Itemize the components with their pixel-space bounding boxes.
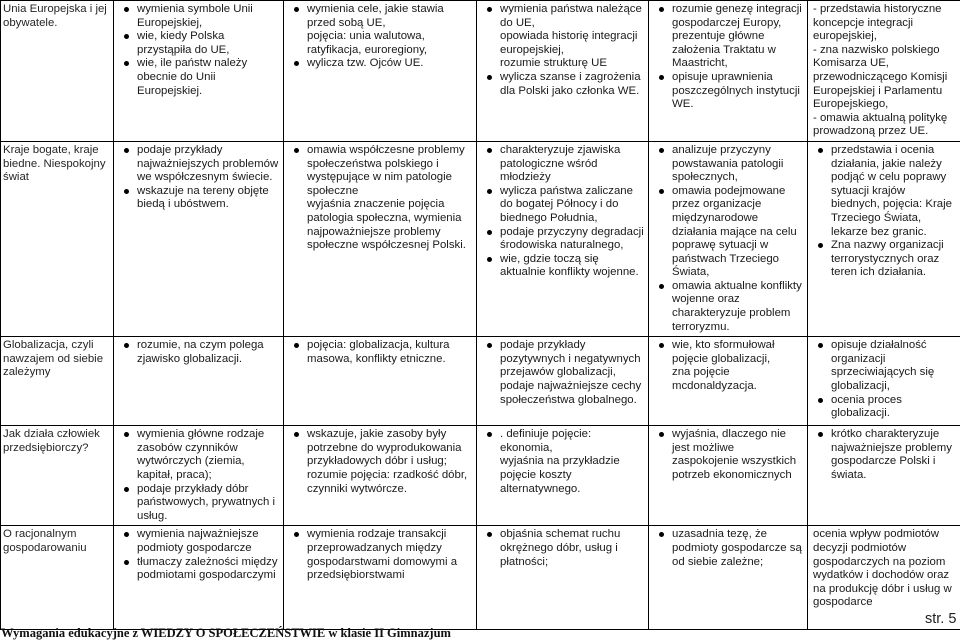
requirement-cell <box>284 526 477 630</box>
table-row <box>1 1 960 142</box>
list-item: podaje przykłady dóbr państwowych, prywatnych i usług. <box>137 483 279 524</box>
requirement-cell <box>114 337 284 426</box>
list-item: objaśnia schemat ruchu okrężnego dóbr, usług i płatności; <box>500 528 644 569</box>
page-number: str. 5 <box>925 611 957 627</box>
list-item: wymienia najważniejsze podmioty gospodarcze <box>137 528 279 555</box>
requirement-cell <box>284 337 477 426</box>
table-row <box>1 337 960 426</box>
list-item: wskazuje, jakie zasoby były potrzebne do wyprodukowania przykładowych dóbr i usług; <box>307 428 472 469</box>
list-item: uzasadnia tezę, że podmioty gospodarcze są od siebie zależne; <box>672 528 802 568</box>
topic-cell: Unia Europejska i jej obywatele. <box>1 1 114 142</box>
list-item: charakteryzuje zjawiska patologiczne wśród młodzieży <box>500 144 644 185</box>
requirement-cell <box>649 141 808 336</box>
list-item: podaje przykłady pozytywnych i negatywnych przejawów globalizacji, <box>500 339 644 380</box>
requirement-cell <box>649 526 808 630</box>
list-item: podaje przyczyny degradacji środowiska naturalnego, <box>500 225 644 252</box>
list-item: omawia aktualne konflikty wojenne oraz charakteryzuje problem terroryzmu. <box>672 279 802 333</box>
list-item: wymienia rodzaje transakcji przeprowadzanych między gospodarstwami domowymi a przedsiębiorstwami <box>307 528 472 582</box>
table-row <box>1 141 960 336</box>
list-item: wymienia państwa należące do UE, <box>500 3 644 30</box>
requirement-cell <box>808 337 960 426</box>
text-line: - przedstawia historyczne koncepcje integracji europejskiej, <box>813 3 942 43</box>
list-item: . definiuje pojęcie: ekonomia, <box>500 428 644 455</box>
table-row <box>1 526 960 630</box>
list-item: opisuje uprawnienia poszczególnych instytucji WE. <box>672 71 803 112</box>
list-item: omawia współczesne problemy społeczeństwa polskiego i występujące w nim patologie społeczne <box>307 144 472 198</box>
requirement-cell <box>114 1 284 142</box>
requirement-cell <box>284 1 477 142</box>
requirement-cell <box>477 141 649 336</box>
requirement-cell <box>649 337 808 426</box>
requirement-cell <box>284 426 477 526</box>
requirement-cell <box>808 141 960 336</box>
list-item: omawia podejmowane przez organizacje międzynarodowe działania mające na celu poprawę sytuacji w państwach Trzeciego Świata, <box>672 185 803 280</box>
list-item: wylicza państwa zaliczane do bogatej Północy i do biednego Południa, <box>500 185 644 226</box>
requirement-cell <box>477 526 649 630</box>
list-item: rozumie, na czym polega zjawisko globalizacji. <box>137 339 279 366</box>
text-line: - zna nazwisko polskiego Komisarza UE, przewodniczącego Komisji Europejskiej i Parlamentu Europejskiego, <box>813 43 948 111</box>
list-item: ocenia proces globalizacji. <box>831 394 956 421</box>
requirement-cell <box>477 426 649 526</box>
list-item: opisuje działalność organizacji sprzeciwiających się globalizacji, <box>831 339 956 393</box>
list-item: rozumie pojęcia: rzadkość dóbr, czynniki wytwórcze. <box>307 469 468 495</box>
list-item: wyjaśnia na przykładzie pojęcie koszty alternatywnego. <box>500 455 620 495</box>
list-item: krótko charakteryzuje najważniejsze problemy gospodarcze Polski i świata. <box>831 428 956 482</box>
list-item: opowiada historię integracji europejskiej, <box>500 30 638 56</box>
list-item: pojęcia: unia walutowa, ratyfikacja, euroregiony, <box>307 30 428 56</box>
topic-cell: Globalizacja, czyli nawzajem od siebie zależymy <box>1 337 114 426</box>
requirement-cell <box>649 426 808 526</box>
list-item: rozumie genezę integracji gospodarczej Europy, prezentuje główne założenia Traktatu w Maastricht, <box>672 3 802 70</box>
list-item: wymienia cele, jakie stawia przed sobą UE, <box>307 3 472 30</box>
list-item: tłumaczy zależności między podmiotami gospodarczymi <box>137 555 278 582</box>
list-item: zna pojęcie mcdonaldyzacja. <box>672 366 757 393</box>
requirement-cell <box>477 1 649 142</box>
list-item: wie, kiedy Polska przystąpiła do UE, <box>137 30 279 57</box>
list-item: wie, ile państw należy obecnie do Unii Europejskiej. <box>137 57 279 98</box>
topic-cell: Jak działa człowiek przedsiębiorczy? <box>1 426 114 526</box>
list-item: analizuje przyczyny powstawania patologii społecznych, <box>672 144 803 185</box>
list-item: podaje przykłady najważniejszych problemów we współczesnym świecie. <box>137 143 279 184</box>
list-item: wymienia główne rodzaje zasobów czynników wytwórczych (ziemia, kapitał, praca); <box>137 428 279 482</box>
requirement-cell <box>808 1 960 142</box>
list-item: wymienia symbole Unii Europejskiej, <box>137 3 279 30</box>
list-item: pojęcia: globalizacja, kultura masowa, konflikty etniczne. <box>307 339 472 366</box>
list-item: wylicza tzw. Ojców UE. <box>307 57 472 71</box>
list-item: wskazuje na tereny objęte biedą i ubóstwem. <box>137 185 279 212</box>
table-row <box>1 426 960 526</box>
list-item: przedstawia i ocenia działania, jakie należy podjąć w celu poprawy sytuacji krajów biednych, pojęcia: Kraje Trzeciego Świata, lekarze bez granic. <box>831 144 956 239</box>
topic-cell: O racjonalnym gospodarowaniu <box>1 526 114 630</box>
list-item: podaje najważniejsze cechy społeczeństwa globalnego. <box>500 380 642 406</box>
list-item: wie, gdzie toczą się aktualnie konflikty wojenne. <box>500 253 644 280</box>
list-item: wyjaśnia, dlaczego nie jest możliwe zaspokojenie wszystkich potrzeb ekonomicznych <box>672 428 803 482</box>
requirement-cell <box>649 1 808 142</box>
requirement-cell <box>114 526 284 630</box>
text-line: - omawia aktualną politykę prowadzoną przez UE. <box>813 111 948 138</box>
requirement-cell <box>114 426 284 526</box>
list-item: wie, kto sformułował pojęcie globalizacji, <box>672 339 803 366</box>
list-item: wyjaśnia znaczenie pojęcia patologia społeczna, wymienia najpoważniejsze problemy społeczne współczesnej Polski. <box>307 198 466 252</box>
topic-cell: Kraje bogate, kraje biedne. Niespokojny świat <box>1 141 114 336</box>
list-item: rozumie strukturę UE <box>500 57 607 70</box>
text-line: ocenia wpływ podmiotów decyzji podmiotów gospodarczych na poziom wydatków i dochodów oraz na produkcję dóbr i usług w gospodarce <box>813 528 952 609</box>
requirement-cell <box>114 141 284 336</box>
list-item: wylicza szanse i zagrożenia dla Polski jako członka WE. <box>500 71 644 98</box>
requirement-cell <box>284 141 477 336</box>
requirement-cell <box>808 426 960 526</box>
page-footer: Wymagania edukacyjne z WIEDZY O SPOŁECZEŃSTWIE w klasie II Gimnazjum <box>1 626 451 640</box>
list-item: Zna nazwy organizacji terrorystycznych oraz teren ich działania. <box>831 239 956 280</box>
requirement-cell <box>477 337 649 426</box>
